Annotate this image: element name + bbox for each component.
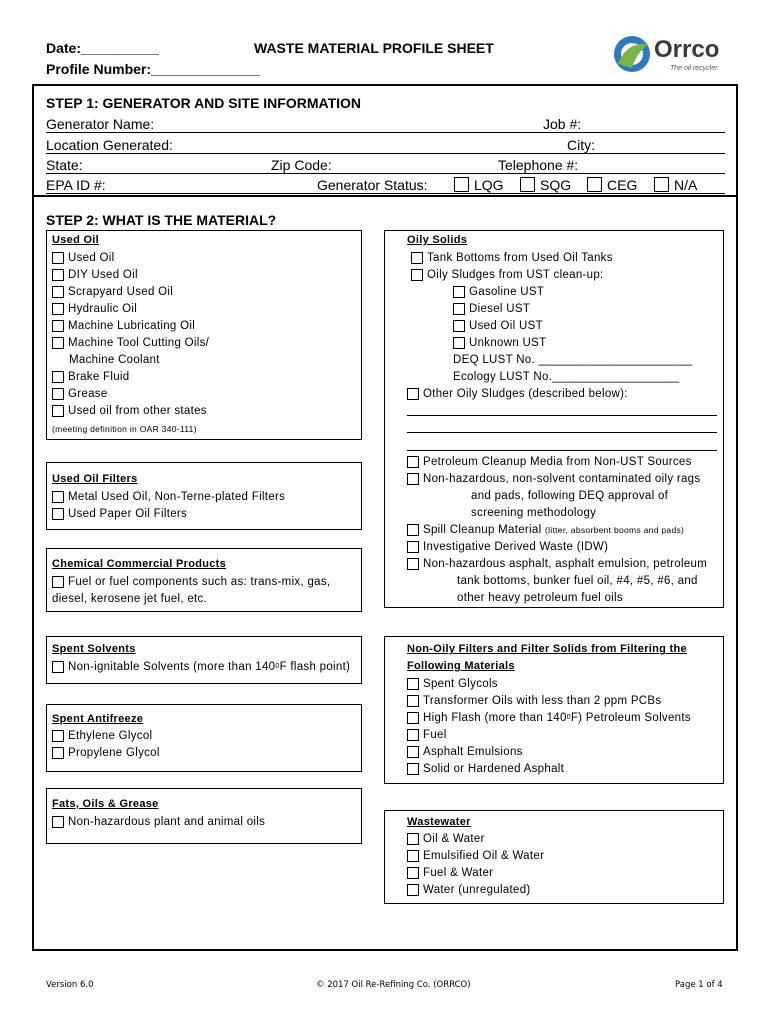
- checkbox[interactable]: [407, 473, 419, 485]
- fats-oils-grease-title: Fats, Oils & Grease: [52, 798, 159, 810]
- asphalt-option[interactable]: Non-hazardous asphalt, asphalt emulsion, petroleum: [407, 555, 707, 572]
- checkbox[interactable]: [407, 833, 419, 845]
- checkbox[interactable]: [453, 286, 465, 298]
- other-oily-sludges-option[interactable]: Other Oily Sludges (described below):: [407, 385, 628, 402]
- fuel-option[interactable]: Fuel: [407, 726, 691, 743]
- telephone-label: Telephone #:: [498, 157, 579, 173]
- metal-filters-option[interactable]: Metal Used Oil, Non-Terne-plated Filters: [52, 488, 285, 505]
- grease-option[interactable]: Grease: [52, 385, 209, 402]
- city-label: City:: [567, 137, 595, 153]
- step-divider: [32, 195, 738, 197]
- diesel-ust-option[interactable]: Diesel UST: [453, 300, 693, 317]
- emulsified-oil-water-option[interactable]: Emulsified Oil & Water: [407, 847, 544, 864]
- description-line[interactable]: [407, 450, 717, 451]
- fats-oils-grease-box: [46, 788, 362, 844]
- logo-leaf-icon: [612, 34, 652, 74]
- zip-label: Zip Code:: [271, 157, 332, 173]
- used-oil-ust-option[interactable]: Used Oil UST: [453, 317, 693, 334]
- checkbox[interactable]: [407, 729, 419, 741]
- checkbox[interactable]: [52, 269, 64, 281]
- machine-lubricating-oil-option[interactable]: Machine Lubricating Oil: [52, 317, 209, 334]
- description-line[interactable]: [407, 415, 717, 416]
- spent-antifreeze-title: Spent Antifreeze: [52, 713, 144, 725]
- checkbox[interactable]: [52, 371, 64, 383]
- checkbox[interactable]: [407, 884, 419, 896]
- checkbox[interactable]: [407, 712, 419, 724]
- step2-title: STEP 2: WHAT IS THE MATERIAL?: [46, 212, 277, 228]
- checkbox[interactable]: [407, 388, 419, 400]
- checkbox[interactable]: [453, 320, 465, 332]
- solid-asphalt-option[interactable]: Solid or Hardened Asphalt: [407, 760, 691, 777]
- checkbox[interactable]: [411, 269, 423, 281]
- oily-rags-option[interactable]: Non-hazardous, non-solvent contaminated oily rags: [407, 470, 707, 487]
- brake-fluid-option[interactable]: Brake Fluid: [52, 368, 209, 385]
- paper-filters-option[interactable]: Used Paper Oil Filters: [52, 505, 285, 522]
- checkbox[interactable]: [52, 286, 64, 298]
- checkbox[interactable]: [411, 252, 423, 264]
- generator-status-label: Generator Status:: [317, 177, 428, 193]
- oar-note: (meeting definition in OAR 340-111): [52, 424, 197, 434]
- used-oil-filters-box: [46, 462, 362, 530]
- non-oily-filters-title2: Following Materials: [407, 660, 515, 672]
- ethylene-glycol-option[interactable]: Ethylene Glycol: [52, 727, 160, 744]
- state-label: State:: [46, 157, 83, 173]
- oily-rags-cont: screening methodology: [471, 506, 597, 519]
- oil-water-option[interactable]: Oil & Water: [407, 830, 544, 847]
- logo-tagline: The oil recycler.: [670, 65, 720, 72]
- asphalt-emulsions-option[interactable]: Asphalt Emulsions: [407, 743, 691, 760]
- oily-solids-title: Oily Solids: [407, 234, 468, 246]
- checkbox[interactable]: [407, 746, 419, 758]
- hydraulic-oil-option[interactable]: Hydraulic Oil: [52, 300, 209, 317]
- checkbox[interactable]: [587, 177, 602, 192]
- high-flash-solvents-option[interactable]: High Flash (more than 140 0 F) Petroleum Solvents: [407, 709, 691, 726]
- generator-name-row: [46, 116, 725, 133]
- checkbox[interactable]: [52, 508, 64, 520]
- spent-glycols-option[interactable]: Spent Glycols: [407, 675, 691, 692]
- logo-text: Orrco: [654, 36, 720, 63]
- checkbox[interactable]: [407, 678, 419, 690]
- checkbox[interactable]: [52, 661, 64, 673]
- checkbox[interactable]: [407, 695, 419, 707]
- status-ceg[interactable]: CEG: [587, 177, 637, 193]
- orrco-logo: [612, 34, 722, 76]
- checkbox[interactable]: [52, 337, 64, 349]
- checkbox[interactable]: [407, 850, 419, 862]
- unknown-ust-option[interactable]: Unknown UST: [453, 334, 693, 351]
- propylene-glycol-option[interactable]: Propylene Glycol: [52, 744, 160, 761]
- used-oil-other-states-option[interactable]: Used oil from other states: [52, 402, 209, 419]
- non-ignitable-solvents-option[interactable]: Non-ignitable Solvents (more than 140 0 F flash point): [52, 658, 350, 675]
- used-oil-filters-title: Used Oil Filters: [52, 473, 138, 485]
- copyright-text: © 2017 Oil Re-Refining Co. (ORRCO): [316, 980, 471, 990]
- idw-option[interactable]: Investigative Derived Waste (IDW): [407, 538, 707, 555]
- checkbox[interactable]: [453, 337, 465, 349]
- checkbox[interactable]: [52, 491, 64, 503]
- used-oil-title: Used Oil: [52, 234, 100, 246]
- version-text: Version 6.0: [46, 980, 94, 990]
- checkbox[interactable]: [654, 177, 669, 192]
- checkbox[interactable]: [52, 388, 64, 400]
- checkbox[interactable]: [407, 867, 419, 879]
- page-number: Page 1 of 4: [675, 980, 723, 990]
- checkbox[interactable]: [454, 177, 469, 192]
- status-na[interactable]: N/A: [654, 177, 697, 193]
- checkbox[interactable]: [52, 320, 64, 332]
- status-sqg[interactable]: SQG: [520, 177, 571, 193]
- location-row: [46, 137, 725, 154]
- diy-used-oil-option[interactable]: DIY Used Oil: [52, 266, 209, 283]
- checkbox[interactable]: [407, 524, 419, 536]
- deq-lust-field[interactable]: DEQ LUST No. _______________________: [453, 353, 693, 366]
- checkbox[interactable]: [52, 576, 64, 588]
- checkbox[interactable]: [407, 456, 419, 468]
- gasoline-ust-option[interactable]: Gasoline UST: [453, 283, 693, 300]
- chemical-products-title: Chemical Commercial Products: [52, 558, 227, 570]
- fuel-components-cont: diesel, kerosene jet fuel, etc.: [52, 592, 208, 605]
- checkbox[interactable]: [52, 303, 64, 315]
- wastewater-box: [384, 810, 724, 904]
- used-oil-box: [46, 230, 362, 440]
- step1-title: STEP 1: GENERATOR AND SITE INFORMATION: [46, 95, 362, 111]
- oily-solids-box: [384, 230, 724, 608]
- profile-number-field[interactable]: Profile Number:______________: [46, 61, 261, 77]
- tank-bottoms-option[interactable]: Tank Bottoms from Used Oil Tanks: [411, 249, 613, 266]
- petroleum-cleanup-option[interactable]: Petroleum Cleanup Media from Non-UST Sources: [407, 453, 707, 470]
- spent-solvents-title: Spent Solvents: [52, 643, 136, 655]
- ecology-lust-field[interactable]: Ecology LUST No.___________________: [453, 370, 680, 383]
- fuel-water-option[interactable]: Fuel & Water: [407, 864, 544, 881]
- checkbox[interactable]: [520, 177, 535, 192]
- oily-sludges-ust-option[interactable]: Oily Sludges from UST clean-up:: [411, 266, 613, 283]
- scrapyard-used-oil-option[interactable]: Scrapyard Used Oil: [52, 283, 209, 300]
- location-label: Location Generated:: [46, 137, 173, 153]
- spill-cleanup-option[interactable]: Spill Cleanup Material (litter, absorbent booms and pads): [407, 521, 707, 538]
- checkbox[interactable]: [52, 747, 64, 759]
- wastewater-title: Wastewater: [407, 816, 471, 828]
- non-oily-filters-title: Non-Oily Filters and Filter Solids from Filtering the: [407, 643, 687, 655]
- page-title: WASTE MATERIAL PROFILE SHEET: [254, 40, 494, 56]
- checkbox[interactable]: [407, 558, 419, 570]
- epa-row: [46, 177, 725, 194]
- generator-name-label: Generator Name:: [46, 116, 155, 132]
- non-oily-filters-box: [384, 636, 724, 784]
- machine-tool-cutting-oils-option[interactable]: Machine Tool Cutting Oils/: [52, 334, 209, 351]
- description-line[interactable]: [407, 432, 717, 433]
- spent-antifreeze-box: [46, 704, 362, 772]
- date-field[interactable]: Date:__________: [46, 40, 159, 56]
- oily-rags-cont: and pads, following DEQ approval of: [471, 489, 669, 502]
- checkbox[interactable]: [407, 763, 419, 775]
- plant-animal-oils-option[interactable]: Non-hazardous plant and animal oils: [52, 813, 265, 830]
- checkbox[interactable]: [52, 730, 64, 742]
- asphalt-cont: other heavy petroleum fuel oils: [457, 591, 623, 604]
- spent-solvents-box: [46, 636, 362, 684]
- job-label: Job #:: [543, 116, 582, 132]
- transformer-oils-option[interactable]: Transformer Oils with less than 2 ppm PCBs: [407, 692, 691, 709]
- checkbox[interactable]: [52, 816, 64, 828]
- epa-label: EPA ID #:: [46, 177, 106, 193]
- asphalt-cont: tank bottoms, bunker fuel oil, #4, #5, #6, and: [457, 574, 698, 587]
- state-row: [46, 157, 725, 174]
- water-unregulated-option[interactable]: Water (unregulated): [407, 881, 544, 898]
- fuel-components-option[interactable]: Fuel or fuel components such as: trans-mix, gas,: [52, 573, 330, 590]
- checkbox[interactable]: [453, 303, 465, 315]
- used-oil-option[interactable]: Used Oil: [52, 249, 209, 266]
- chemical-products-box: [46, 548, 362, 612]
- status-lqg[interactable]: LQG: [454, 177, 504, 193]
- checkbox[interactable]: [52, 405, 64, 417]
- machine-coolant-text: Machine Coolant: [69, 353, 160, 366]
- checkbox[interactable]: [52, 252, 64, 264]
- checkbox[interactable]: [407, 541, 419, 553]
